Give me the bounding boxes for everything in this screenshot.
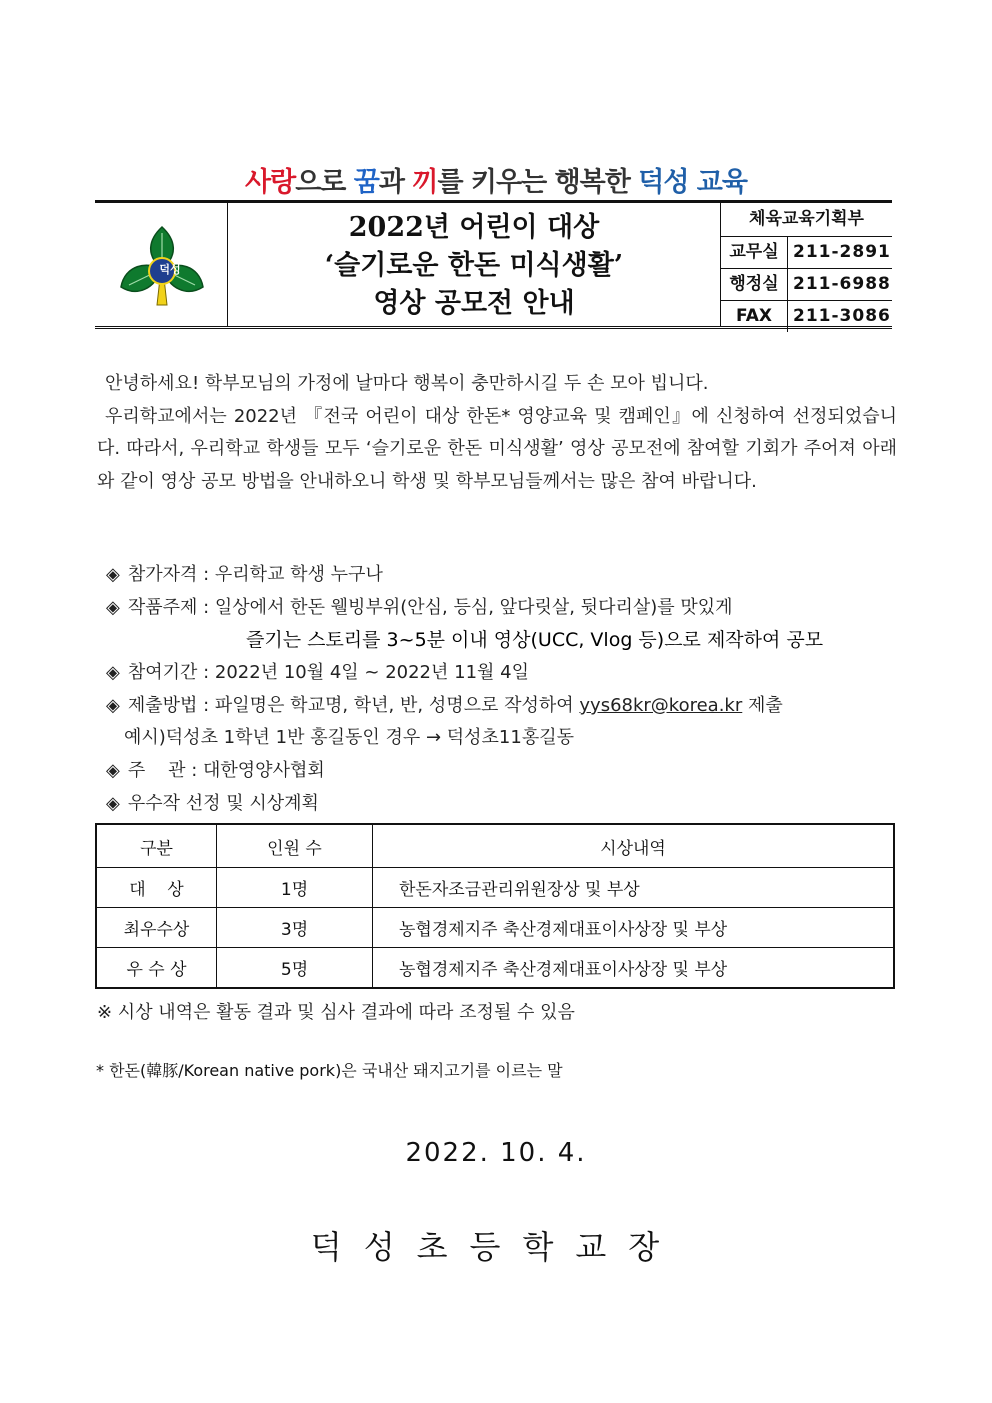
email-link[interactable]: yys68kr@korea.kr [579,695,743,716]
table-cell: 농협경제지주 축산경제대표이사상장 및 부상 [373,908,895,948]
contact-row [721,237,892,269]
table-cell: 대 상 [96,868,217,908]
intro-text [97,368,897,498]
slogan-part: 사랑 [245,167,296,198]
slogan-part: 를 키우는 행복한 [437,167,639,198]
item-text: 우수작 선정 및 시상계획 [127,793,319,814]
slogan-part: 으로 [295,167,354,198]
item-topic-continued [246,625,823,652]
table-cell: 한돈자조금관리위원장상 및 부상 [373,868,895,908]
slogan-part: 끼 [412,167,438,198]
table-row [96,868,894,908]
slogan-part: 덕성 교육 [638,167,747,198]
diamond-bullet-icon: ◈ [106,760,120,781]
logo-text: 덕성 [159,263,181,276]
document-date: 2022. 10. 4. [405,1138,587,1168]
item-example [124,723,574,749]
department-name: 체육교육기획부 [721,203,892,237]
item-awards-heading [106,789,319,815]
item-text: 작품주제 : 일상에서 한돈 웰빙부위(안심, 등심, 앞다릿살, 뒷다리살)를 맛있게 [127,597,733,618]
title-line-1: 2022년 어린이 대상 [348,212,600,243]
letter-header [95,200,892,329]
document-title [228,203,721,326]
contact-box [721,203,892,326]
principal-signature: 덕성초등학교장 [310,1228,682,1266]
diamond-bullet-icon: ◈ [106,564,120,585]
contact-row [721,269,892,301]
title-line-2: ‘슬기로운 한돈 미식생활’ [324,250,624,281]
table-header-row [96,824,894,868]
item-text: 예시)덕성초 1학년 1반 홍길동인 경우 → 덕성초11홍길동 [124,727,575,748]
item-submission [106,691,783,717]
intro-paragraph: 우리학교에서는 2022년 『전국 어린이 대상 한돈* 영양교육 및 캠페인』에 신청하여 선정되었습니다. 따라서, 우리학교 학생들 모두 ‘슬기로운 한돈 미식생활’ 영상 공모전에 참여할 기회가 주어져 아래와 같이 영상 공모 방법을 안내하오니 학생 및 학부모님들께서는 많은 참여 바랍니다. [97,405,897,492]
awards-note: ※ 시상 내역은 활동 결과 및 심사 결과에 따라 조정될 수 있음 [97,1002,575,1023]
intro-paragraph: 안녕하세요! 학부모님의 가정에 날마다 행복이 충만하시길 두 손 모아 빕니다. [105,373,709,394]
item-eligibility [106,560,383,586]
item-topic [106,593,733,619]
table-row [96,908,894,948]
contact-number: 211-2891 [793,242,891,262]
diamond-bullet-icon: ◈ [106,597,120,618]
contact-label: 교무실 [721,237,788,268]
diamond-bullet-icon: ◈ [106,695,120,716]
item-text: 참가자격 : 우리학교 학생 누구나 [127,564,383,585]
diamond-bullet-icon: ◈ [106,793,120,814]
awards-table [95,823,895,989]
footnote: * 한돈(韓豚/Korean native pork)은 국내산 돼지고기를 이르는 말 [96,1061,563,1080]
table-row [96,948,894,989]
slogan-part: 과 [378,167,413,198]
table-cell: 우 수 상 [96,948,217,989]
table-cell: 최우수상 [96,908,217,948]
table-cell: 3명 [217,908,373,948]
table-header-cell: 인원 수 [217,824,373,868]
contact-number: 211-6988 [793,274,891,294]
item-text: 주 관 : 대한영양사협회 [127,760,325,781]
item-text: 제출방법 : 파일명은 학교명, 학년, 반, 성명으로 작성하여 [127,695,580,716]
contact-row [721,301,892,332]
table-header-cell: 구분 [96,824,217,868]
slogan [0,160,992,199]
table-cell: 1명 [217,868,373,908]
title-line-3: 영상 공모전 안내 [373,288,575,319]
item-text: 참여기간 : 2022년 10월 4일 ~ 2022년 11월 4일 [127,662,529,683]
contact-number: 211-3086 [793,306,891,326]
item-text: 제출 [742,695,783,716]
item-host [106,756,325,782]
table-cell: 농협경제지주 축산경제대표이사상장 및 부상 [373,948,895,989]
table-header-cell: 시상내역 [373,824,895,868]
slogan-part: 꿈 [353,167,379,198]
contact-label: 행정실 [721,269,788,300]
diamond-bullet-icon: ◈ [106,662,120,683]
contact-label: FAX [721,301,788,332]
item-text: 즐기는 스토리를 3~5분 이내 영상(UCC, Vlog 등)으로 제작하여 공모 [246,629,824,651]
school-logo [95,203,228,326]
table-cell: 5명 [217,948,373,989]
item-period [106,658,529,684]
